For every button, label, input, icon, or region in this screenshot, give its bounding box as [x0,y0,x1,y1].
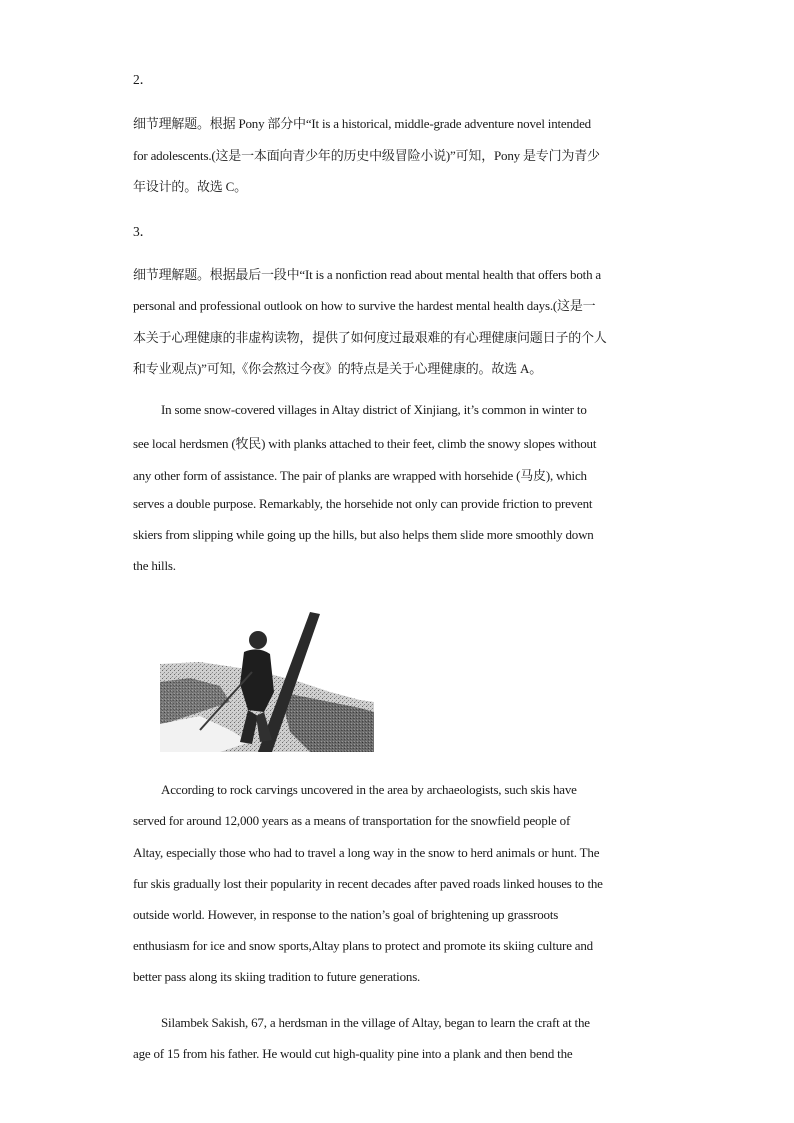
skier-photo [160,612,374,752]
question-3-explanation-line: 细节理解题。根据最后一段中“It is a nonfiction read about mental health that offers both a [133,267,601,282]
passage-paragraph-2-line: outside world. However, in response to the nation’s goal of brightening up grassroots [133,907,559,922]
passage-paragraph-2-line: According to rock carvings uncovered in the area by archaeologists, such skis have [161,782,577,797]
passage-paragraph-3-line: Silambek Sakish, 67, a herdsman in the village of Altay, began to learn the craft at the [161,1015,590,1030]
passage-paragraph-2-line: served for around 12,000 years as a means of transportation for the snowfield people of [133,813,571,828]
passage-paragraph-1-line: the hills. [133,558,176,573]
question-3-number: 3． [133,224,153,239]
question-2-explanation-line: for adolescents.(这是一本面向青少年的历史中级冒险小说)”可知，Pony 是专门为青少 [133,148,600,163]
passage-paragraph-1-line: In some snow-covered villages in Altay district of Xinjiang, it’s common in winter to [161,402,587,417]
passage-paragraph-3-line: age of 15 from his father. He would cut high-quality pine into a plank and then bend the [133,1046,573,1061]
question-3-explanation-line: personal and professional outlook on how to survive the hardest mental health days.(这是一 [133,298,596,313]
passage-paragraph-2-line: better pass along its skiing tradition to future generations. [133,969,421,984]
passage-paragraph-1-line: any other form of assistance. The pair of planks are wrapped with horsehide (马皮), which [133,468,587,483]
passage-paragraph-2-line: enthusiasm for ice and snow sports,Altay plans to protect and promote its skiing culture and [133,938,593,953]
passage-paragraph-1-line: serves a double purpose. Remarkably, the horsehide not only can provide friction to prevent [133,496,593,511]
question-3-explanation-line: 和专业观点)”可知,《你会熬过今夜》的特点是关于心理健康的。故选 A。 [133,361,542,376]
question-2-explanation-line: 年设计的。故选 C。 [133,179,247,194]
question-3-explanation-line: 本关于心理健康的非虚构读物，提供了如何度过最艰难的有心理健康问题日子的个人 [133,330,607,345]
passage-paragraph-1-line: see local herdsmen (牧民) with planks attached to their feet, climb the snowy slopes without [133,436,597,451]
passage-paragraph-2-line: Altay, especially those who had to travel a long way in the snow to herd animals or hunt. The [133,845,600,860]
passage-paragraph-1-line: skiers from slipping while going up the hills, but also helps them slide more smoothly down [133,527,594,542]
question-2-explanation-line: 细节理解题。根据 Pony 部分中“It is a historical, middle-grade adventure novel intended [133,116,591,131]
passage-paragraph-2-line: fur skis gradually lost their popularity in recent decades after paved roads linked houses to the [133,876,603,891]
question-2-number: 2． [133,72,153,87]
